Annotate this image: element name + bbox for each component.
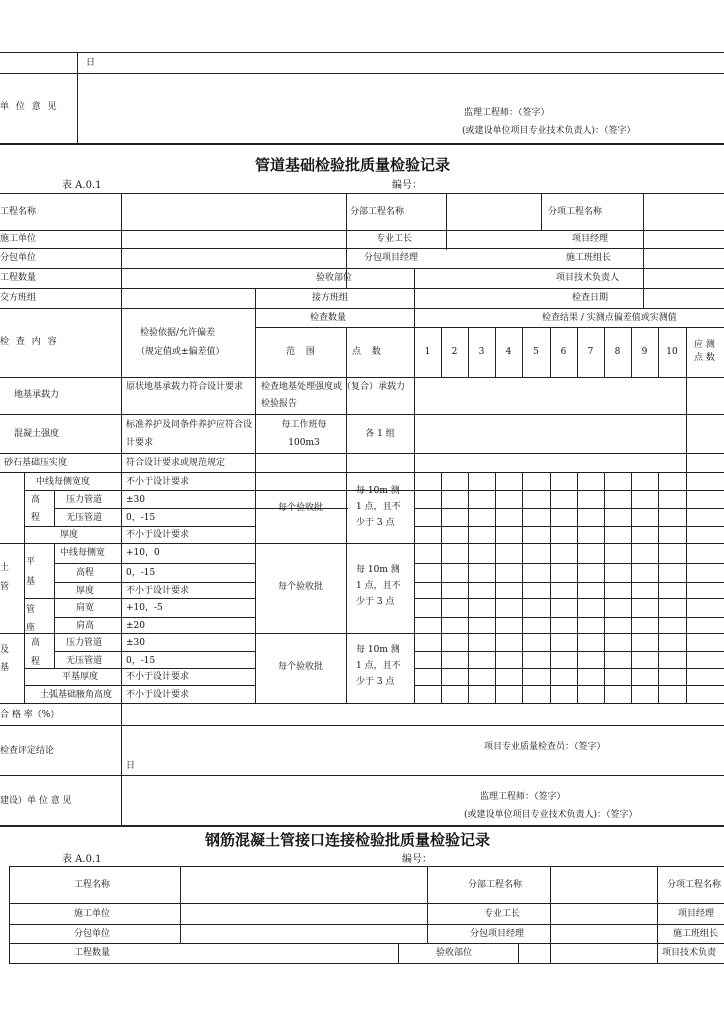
f1-subcontract-pm-label: 分包项目经理 — [364, 253, 419, 263]
f1-foreman-label: 专业工长 — [376, 234, 413, 244]
f1-gc-row-2-basis: 0，-15 — [126, 656, 156, 666]
f1-ga-row-1-label: 中线每侧宽度 — [36, 477, 91, 487]
f1-quantity-label: 工程数量 — [0, 273, 37, 283]
f1-col-2: 2 — [451, 347, 458, 357]
f1-ga-elev-2: 程 — [31, 513, 41, 523]
f1-gb-flat-2: 基 — [26, 577, 36, 587]
f1-ga-elev-1: 高 — [31, 495, 41, 505]
f1-pass-rate-label: 合 格 率（%） — [0, 710, 60, 720]
f1-tech-lead-label: 项目技术负责人 — [556, 273, 620, 283]
f1-ga-row-4-label: 厚度 — [60, 530, 79, 540]
f1-point-count-label: 点 数 — [694, 353, 715, 363]
f1-row-compact-basis: 符合设计要求或规范规定 — [126, 458, 226, 468]
f2-construction-unit-label: 施工单位 — [74, 909, 111, 919]
f2-foreman-label: 专业工长 — [484, 909, 521, 919]
f1-gb-row-5-label: 肩高 — [76, 621, 95, 631]
f1-gc-points: 每 10m 测 1 点，且不少于 3 点 — [356, 645, 401, 687]
f1-ga-row-4-basis: 不小于设计要求 — [126, 530, 190, 540]
f1-row-concrete-basis: 标准养护及同条件养护应符合设计要求 — [126, 420, 253, 448]
f1-subcontract-unit-label: 分包单位 — [0, 253, 37, 263]
f1-conclusion-label: 检查评定结论 — [0, 746, 55, 756]
form2-table-no: 表 A.0.1 — [62, 854, 102, 865]
f1-gb-row-4-label: 肩宽 — [76, 603, 95, 613]
f1-handover-team-label: 交方班组 — [0, 293, 37, 303]
f1-pm-label: 项目经理 — [572, 234, 609, 244]
f1-ga-row-2-basis: ±30 — [126, 495, 145, 505]
f1-gc-range: 每个验收批 — [277, 662, 323, 672]
f1-basis-sub-label: （规定值或±偏差值） — [136, 347, 225, 357]
form1-title: 管道基础检验批质量检验记录 — [255, 156, 451, 174]
f1-row-bearing-name: 地基承载力 — [14, 390, 60, 400]
f1-row-concrete-range: 每工作班每100m3 — [281, 420, 327, 448]
f1-gc-row-1-label: 压力管道 — [66, 638, 103, 648]
f2-pm-label: 项目经理 — [678, 909, 715, 919]
f1-col-6: 6 — [560, 347, 567, 357]
f1-row-concrete-name: 混凝土强度 — [14, 429, 60, 439]
f1-check-qty-label: 检查数量 — [310, 313, 347, 323]
f1-gb-side-2: 管 — [0, 582, 10, 592]
f1-row-concrete-points: 各 1 组 — [365, 429, 395, 439]
owner-rep-sign: (或建设单位项目专业技术负责人)：（签字） — [462, 126, 636, 136]
f1-range-label: 范 围 — [286, 347, 319, 357]
f1-row-bearing-range: 检查地基处理强度或（复合）承载力检验报告 — [261, 382, 406, 409]
f1-results-label: 检查结果 / 实测点偏差值或实测值 — [542, 313, 677, 323]
form1-serial-label: 编号： — [392, 180, 422, 191]
f1-gb-row-3-basis: 不小于设计要求 — [126, 586, 190, 596]
f2-item-project-label: 分项工程名称 — [667, 880, 722, 890]
f1-inspect-content-label: 检 查 内 容 — [0, 337, 59, 347]
f1-team-leader-label: 施工班组长 — [566, 253, 612, 263]
f1-acceptance-part-label: 验收部位 — [316, 273, 353, 283]
f1-gb-row-5-basis: ±20 — [126, 621, 145, 631]
f2-team-leader-label: 施工班组长 — [673, 929, 719, 939]
f1-gb-seat-1: 管 — [26, 605, 36, 615]
f1-gb-row-2-label: 高程 — [76, 568, 95, 578]
f1-gc-row-1-basis: ±30 — [126, 638, 145, 648]
f1-col-10: 10 — [666, 347, 678, 357]
f2-sub-project-label: 分部工程名称 — [468, 880, 523, 890]
f1-gc-elev-1: 高 — [31, 638, 41, 648]
f1-inspector-sign: 项目专业质量检查员：（签字） — [484, 742, 606, 752]
f1-basis-label: 检验依据/允许偏差 — [140, 328, 216, 338]
f1-item-project-label: 分项工程名称 — [548, 207, 603, 217]
form2-serial-label: 编号： — [402, 854, 432, 865]
f1-ga-row-2-label: 压力管道 — [66, 495, 103, 505]
f2-acceptance-part-label: 验收部位 — [436, 948, 473, 958]
f1-gb-side-1: 土 — [0, 563, 10, 573]
f1-gc-row-2-label: 无压管道 — [66, 656, 103, 666]
f1-col-1: 1 — [424, 347, 431, 357]
f1-row-bearing-basis: 原状地基承载力符合设计要求 — [126, 382, 244, 392]
f1-receiver-team-label: 接方班组 — [312, 293, 349, 303]
f1-gb-row-1-basis: +10，0 — [126, 548, 160, 558]
day-label: 日 — [86, 58, 96, 68]
f1-construction-unit-label: 施工单位 — [0, 234, 37, 244]
f1-gb-row-1-label: 中线每侧宽 — [60, 548, 106, 558]
f1-gb-range: 每个验收批 — [277, 582, 323, 592]
f1-gb-row-2-basis: 0，-15 — [126, 568, 156, 578]
f1-ga-row-1-basis: 不小于设计要求 — [126, 477, 190, 487]
f1-supervisor-sign: 监理工程师：（签字） — [480, 792, 566, 802]
form1-table-no: 表 A.0.1 — [62, 180, 102, 191]
f1-gb-flat-1: 平 — [26, 557, 36, 567]
f1-col-4: 4 — [505, 347, 512, 357]
f1-col-9: 9 — [641, 347, 648, 357]
f1-gc-side-1: 及 — [0, 645, 10, 655]
f1-gc-row-4-label: 土弧基础腋角高度 — [40, 690, 113, 700]
supervisor-sign: 监理工程师：（签字） — [464, 108, 550, 118]
f1-points-label: 点 数 — [352, 347, 385, 357]
f1-gc-row-3-label: 平基厚度 — [62, 672, 99, 682]
f1-ga-row-3-basis: 0，-15 — [126, 513, 156, 523]
f1-owner-rep-sign: (或建设单位项目专业技术负责人)：（签字） — [464, 810, 638, 820]
f2-subcontract-unit-label: 分包单位 — [74, 929, 111, 939]
f1-col-5: 5 — [533, 347, 539, 357]
f1-project-name-label: 工程名称 — [0, 207, 37, 217]
f1-col-3: 3 — [478, 347, 485, 357]
f1-gc-row-3-basis: 不小于设计要求 — [126, 672, 190, 682]
f1-col-8: 8 — [614, 347, 621, 357]
f1-row-compact-name: 砂石基础压实度 — [4, 458, 68, 468]
f1-should-measure-label: 应 测 — [694, 340, 715, 350]
f1-col-7: 7 — [587, 347, 594, 357]
f2-tech-lead-label: 项目技术负责 — [662, 948, 717, 958]
f1-ga-points: 每 10m 测 1 点，且不少于 3 点 — [356, 486, 401, 528]
f1-opinion-label: 建设）单 位 意 见 — [0, 796, 72, 806]
f1-ga-range: 每个验收批 — [277, 503, 323, 513]
f1-inspection-date-label: 检查日期 — [572, 293, 609, 303]
f2-subcontract-pm-label: 分包项目经理 — [470, 929, 525, 939]
f1-gc-row-4-basis: 不小于设计要求 — [126, 690, 190, 700]
form2-title: 钢筋混凝土管接口连接检验批质量检验记录 — [205, 831, 491, 849]
f1-sub-project-label: 分部工程名称 — [350, 207, 405, 217]
f1-ga-row-3-label: 无压管道 — [66, 513, 103, 523]
f1-gb-row-4-basis: +10，-5 — [126, 603, 163, 613]
f1-day-label: 日 — [126, 761, 136, 771]
f2-project-name-label: 工程名称 — [74, 880, 111, 890]
f1-gb-points: 每 10m 测 1 点，且不少于 3 点 — [356, 565, 401, 607]
f1-gb-row-3-label: 厚度 — [76, 586, 95, 596]
f2-quantity-label: 工程数量 — [74, 948, 111, 958]
unit-opinion-label: 单 位 意 见 — [0, 102, 59, 112]
f1-gb-seat-2: 座 — [26, 623, 36, 633]
f1-gc-elev-2: 程 — [31, 657, 41, 667]
f1-gc-side-2: 基 — [0, 663, 10, 673]
